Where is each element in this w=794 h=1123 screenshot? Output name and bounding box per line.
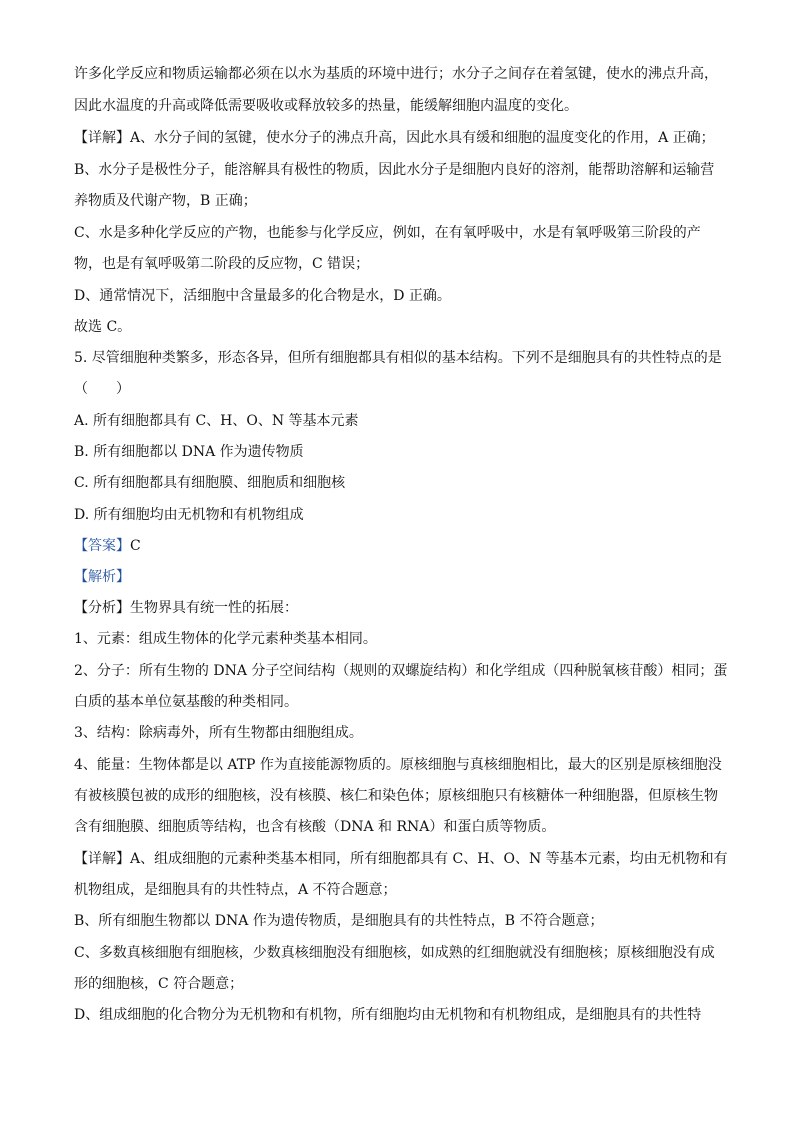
text-line: 机物组成，是细胞具有的共性特点，A 不符合题意； <box>74 882 397 898</box>
analysis-label: 【解析】 <box>74 569 130 585</box>
answer-line <box>74 536 141 556</box>
text-line: 白质的基本单位氨基酸的种类相同。 <box>74 694 298 710</box>
detail-label: 【详解】 <box>74 130 130 146</box>
text-line: 2、分子：所有生物的 DNA 分子空间结构（规则的双螺旋结构）和化学组成（四种脱氧核苷酸）相同；蛋 <box>74 663 728 679</box>
detail-label: 【详解】 <box>74 851 130 867</box>
text-line: C、多数真核细胞有细胞核，少数真核细胞没有细胞核，如成熟的红细胞就没有细胞核；原核细胞没有成 <box>74 945 715 961</box>
text-line: 物，也是有氧呼吸第二阶段的反应物，C 错误； <box>74 256 370 272</box>
text-line: A、组成细胞的元素种类基本相同，所有细胞都具有 C、H、O、N 等基本元素，均由无机物和有 <box>130 851 728 867</box>
text-line: 因此水温度的升高或降低需要吸收或释放较多的热量，能缓解细胞内温度的变化。 <box>74 98 578 114</box>
text-line: 3、结构：除病毒外，所有生物都由细胞组成。 <box>74 725 363 741</box>
fenxi-paragraph <box>74 598 298 618</box>
text-line: 4、能量：生物体都是以 ATP 作为直接能源物质的。原核细胞与真核细胞相比，最大的区别是原核细胞没 <box>74 757 722 773</box>
text-line: 许多化学反应和物质运输都必须在以水为基质的环境中进行；水分子之间存在着氢键，使水的沸点升高， <box>74 66 718 82</box>
text-line: B、所有细胞生物都以 DNA 作为遗传物质，是细胞具有的共性特点，B 不符合题意； <box>74 913 604 929</box>
text-line: 1、元素：组成生物体的化学元素种类基本相同。 <box>74 631 377 647</box>
text-line: B、水分子是极性分子，能溶解具有极性的物质，因此水分子是细胞内良好的溶剂，能帮助溶解和运输营 <box>74 162 715 178</box>
text-line: 有被核膜包被的成形的细胞核，没有核膜、核仁和染色体；原核细胞只有核糖体一种细胞器，但原核生物 <box>74 788 718 804</box>
answer-value: C <box>130 538 141 554</box>
fenxi-label: 【分析】 <box>74 600 130 616</box>
option-d: D. 所有细胞均由无机物和有机物组成 <box>74 507 304 523</box>
conclusion-line: 故选 C。 <box>74 319 132 335</box>
text-line: A、水分子间的氢键，使水分子的沸点升高，因此水具有缓和细胞的温度变化的作用，A 正确； <box>130 130 715 146</box>
question-blank: （ ） <box>74 381 130 397</box>
text-line: 含有细胞膜、细胞质等结构，也含有核酸（DNA 和 RNA）和蛋白质等物质。 <box>74 819 556 835</box>
option-a: A. 所有细胞都具有 C、H、O、N 等基本元素 <box>74 413 359 429</box>
text-line: 养物质及代谢产物，B 正确； <box>74 193 257 209</box>
text-line: 形的细胞核，C 符合题意； <box>74 976 244 992</box>
text-line: D、通常情况下，活细胞中含量最多的化合物是水，D 正确。 <box>74 288 451 304</box>
option-c: C. 所有细胞都具有细胞膜、细胞质和细胞核 <box>74 475 346 491</box>
option-b: B. 所有细胞都以 DNA 作为遗传物质 <box>74 444 304 460</box>
analysis-line <box>74 567 130 587</box>
answer-label: 【答案】 <box>74 538 130 554</box>
question-stem: 5. 尽管细胞种类繁多，形态各异，但所有细胞都具有相似的基本结构。下列不是细胞具有的共性特点的是 <box>74 350 722 366</box>
text-line: D、组成细胞的化合物分为无机物和有机物，所有细胞均由无机物和有机物组成，是细胞具有的共性特 <box>74 1007 702 1023</box>
detail-paragraph <box>74 128 715 148</box>
text-line: 生物界具有统一性的拓展： <box>130 600 298 616</box>
text-line: C、水是多种化学反应的产物，也能参与化学反应，例如，在有氧呼吸中，水是有氧呼吸第三阶段的产 <box>74 225 701 241</box>
detail-paragraph <box>74 849 728 869</box>
